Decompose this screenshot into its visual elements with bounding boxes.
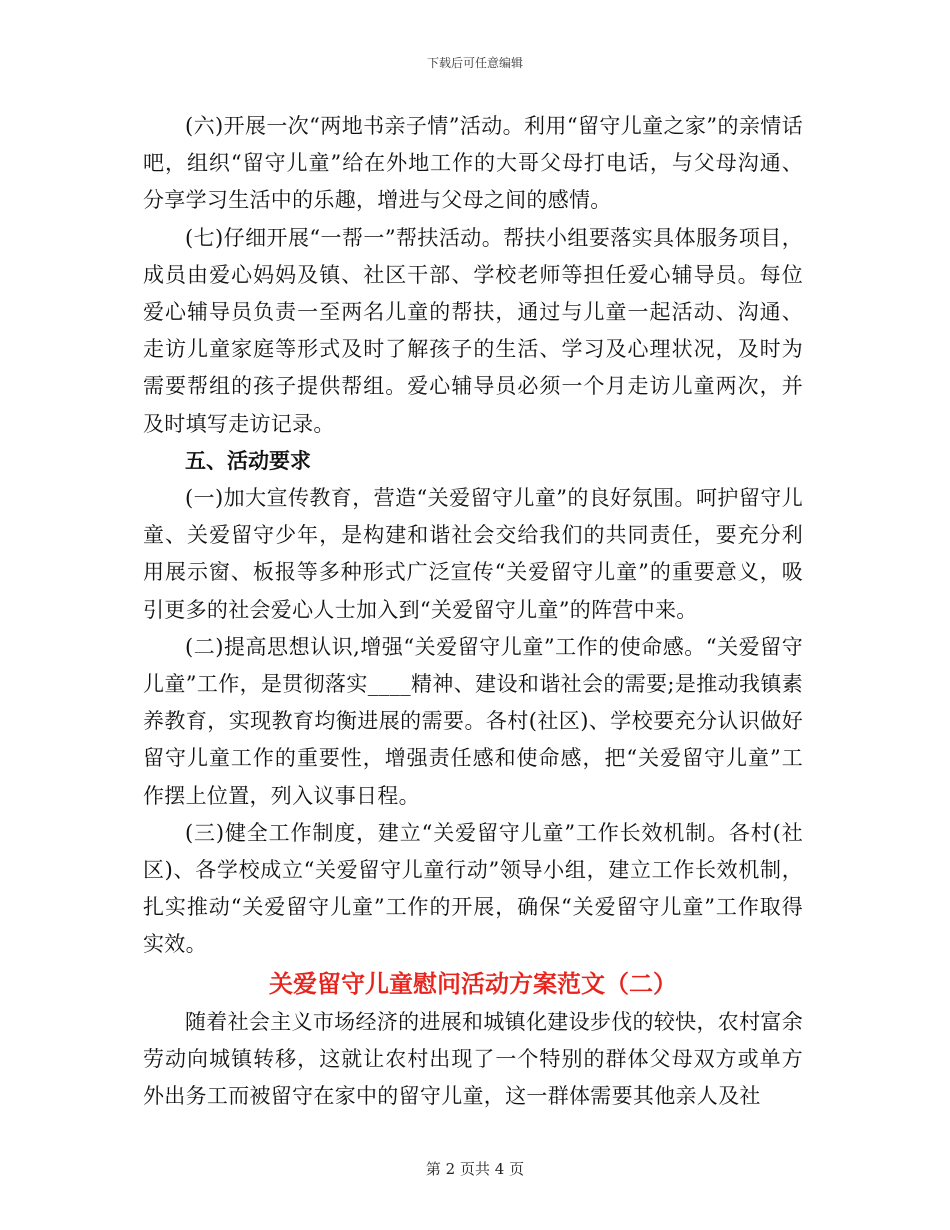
page-footer: 第 2 页共 4 页	[425, 1160, 525, 1178]
paragraph-requirement-2: (二)提高思想认识,增强“关爱留守儿童”工作的使命感。“关爱留守儿童”工作，是贯彻落实____精神、建设和谐社会的需要;是推动我镇素养教育，实现教育均衡进展的需要。各村(社区)、学校要充分认识做好留守儿童工作的重要性，增强责任感和使命感，把“关爱留守儿童”工作摆上位置，列入议事日程。	[143, 634, 803, 808]
paragraph-intro: 随着社会主义市场经济的进展和城镇化建设步伐的较快，农村富余劳动向城镇转移，这就让农村出现了一个特别的群体父母双方或单方外出务工而被留守在家中的留守儿童，这一群体需要其他亲人及社	[143, 1009, 803, 1109]
paragraph-requirement-3: (三)健全工作制度，建立“关爱留守儿童”工作长效机制。各村(社区)、各学校成立“关爱留守儿童行动”领导小组，建立工作长效机制，扎实推动“关爱留守儿童”工作的开展，确保“关爱留守儿童”工作取得实效。	[143, 820, 803, 957]
paragraph-activity-6: (六)开展一次“两地书亲子情”活动。利用“留守儿童之家”的亲情话吧，组织“留守儿童”给在外地工作的大哥父母打电话，与父母沟通、分享学习生活中的乐趣，增进与父母之间的感情。	[143, 114, 803, 213]
page-header: 下载后可任意编辑	[426, 56, 523, 70]
section-heading: 五、活动要求	[185, 448, 311, 473]
document-body	[143, 108, 803, 1115]
paragraph-activity-7: (七)仔细开展“一帮一”帮扶活动。帮扶小组要落实具体服务项目，成员由爱心妈妈及镇、社区干部、学校老师等担任爱心辅导员。每位爱心辅导员负责一至两名儿童的帮扶，通过与儿童一起活动、沟通、走访儿童家庭等形式及时了解孩子的生活、学习及心理状况，及时为需要帮组的孩子提供帮组。爱心辅导员必须一个月走访儿童两次，并及时填写走访记录。	[143, 225, 803, 436]
paragraph-requirement-1: (一)加大宣传教育，营造“关爱留守儿童”的良好氛围。呵护留守儿童、关爱留守少年，是构建和谐社会交给我们的共同责任，要充分利用展示窗、板报等多种形式广泛宣传“关爱留守儿童”的重要意义，吸引更多的社会爱心人士加入到“关爱留守儿童”的阵营中来。	[143, 486, 803, 622]
document-title-red: 关爱留守儿童慰问活动方案范文（二）	[269, 969, 677, 998]
